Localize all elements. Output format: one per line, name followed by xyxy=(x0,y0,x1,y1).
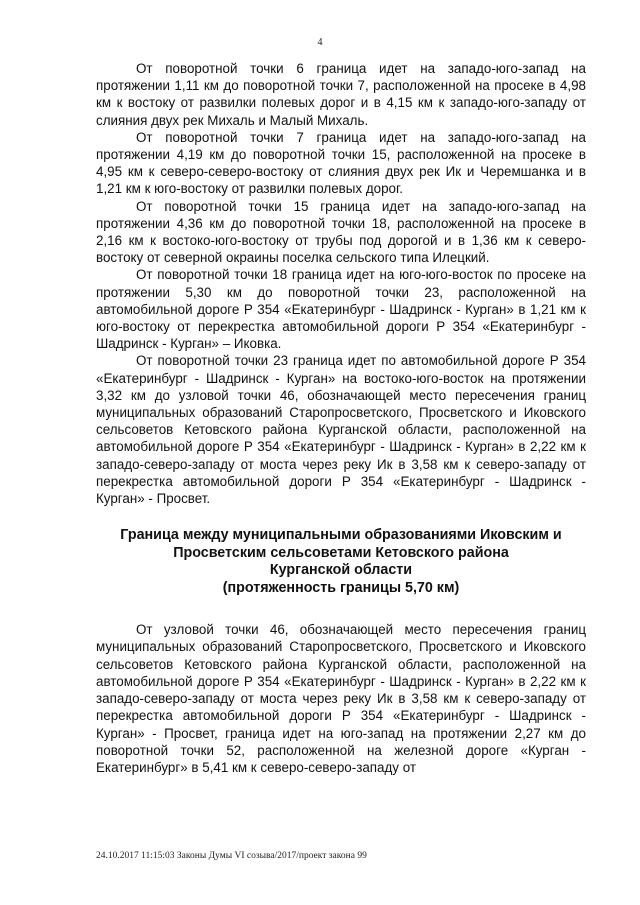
paragraph: От поворотной точки 15 граница идет на западо-юго-запад на протяжении 4,36 км до поворотной точки 18, расположенной на просеке в 2,16 км к востоко-юго-востоку от трубы под дорогой и в 1,36 км к северо-востоку от северной окраины поселка сельского типа Илецкий. xyxy=(96,198,586,266)
document-body xyxy=(96,60,586,776)
heading-line: Курганской области xyxy=(269,562,413,579)
heading-length: (протяженность границы 5,70 км) xyxy=(222,579,460,596)
paragraph: От поворотной точки 7 граница идет на западо-юго-запад на протяжении 4,19 км до поворотной точки 15, расположенной на просеке в 4,95 км к северо-северо-востоку от слияния двух рек Ик и Черемшанка и в 1,21 км к юго-востоку от развилки полевых дорог. xyxy=(96,129,586,197)
paragraph: От поворотной точки 18 граница идет на юго-юго-восток по просеке на протяжении 5,30 км до поворотной точки 23, расположенной на автомобильной дороге Р 354 «Екатеринбург - Шадринск - Курган» в 1,21 км к юго-востоку от перекрестка автомобильной дороги Р 354 «Екатеринбург - Шадринск - Курган» – Иковка. xyxy=(96,267,586,352)
paragraph: От поворотной точки 23 граница идет по автомобильной дороге Р 354 «Екатеринбург - Шадринск - Курган» на востоко-юго-восток на протяжении 3,32 км до узловой точки 46, обозначающей место пересечения границ муниципальных образований Старопросветского, Просветского и Иковского сельсоветов Кетовского района Курганской области, расположенной на автомобильной дороге Р 354 «Екатеринбург - Шадринск - Курган» в 2,22 км к западо-северо-западу от моста через реку Ик в 3,58 км к северо-западу от перекрестка автомобильной дороги Р 354 «Екатеринбург - Шадринск - Курган» - Просвет. xyxy=(96,353,586,507)
page-number: 4 xyxy=(317,37,323,48)
heading-line: Граница между муниципальными образованиями Иковским и xyxy=(120,527,562,544)
section-heading xyxy=(96,527,586,597)
heading-line: Просветским сельсоветами Кетовского района xyxy=(173,544,509,561)
paragraph: От поворотной точки 6 граница идет на западо-юго-запад на протяжении 1,11 км до поворотной точки 7, расположенной на просеке в 4,98 км к востоку от развилки полевых дорог и в 4,15 км к западо-юго-западу от слияния двух рек Михаль и Малый Михаль. xyxy=(96,61,586,128)
paragraph: От узловой точки 46, обозначающей место пересечения границ муниципальных образований Старопросветского, Просветского и Иковского сельсоветов Кетовского района Курганской области, расположенной на автомобильной дороге Р 354 «Екатеринбург - Шадринск - Курган» в 2,22 км к западо-северо-западу от моста через реку Ик в 3,58 км к северо-западу от перекрестка автомобильной дороги Р 354 «Екатеринбург - Шадринск - Курган» - Просвет, граница идет на юго-запад на протяжении 2,27 км до поворотной точки 52, расположенной на железной дороге «Курган - Екатеринбург» в 5,41 км к северо-северо-западу от xyxy=(96,622,586,775)
footer-stamp: 24.10.2017 11:15:03 Законы Думы VI созыва/2017/проект закона 99 xyxy=(96,851,367,861)
